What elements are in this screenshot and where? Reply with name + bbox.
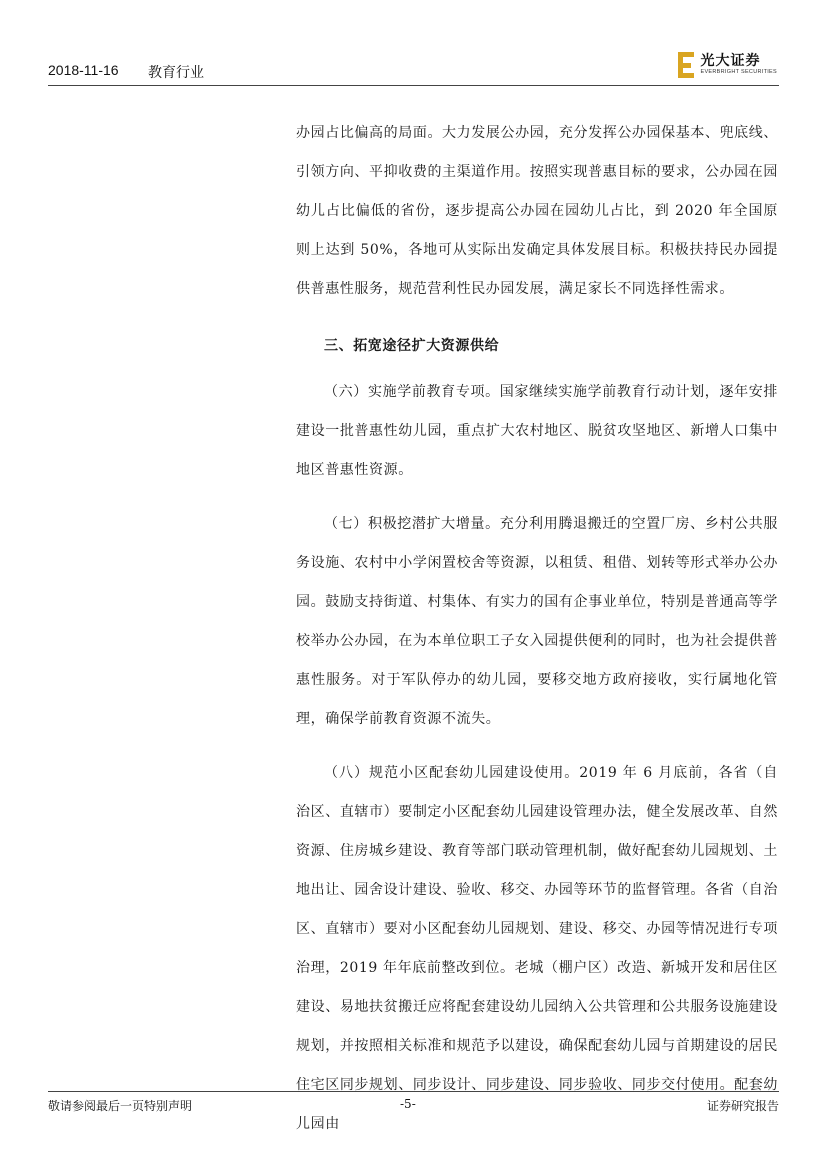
paragraph-item-7: （七）积极挖潜扩大增量。充分利用腾退搬迁的空置厂房、乡村公共服务设施、农村中小学闲置校舍等资源，以租赁、租借、划转等形式举办公办园。鼓励支持街道、村集体、有实力的国有企事业单位，特别是普通高等学校举办公办园，在为本单位职工子女入园提供便利的同时，也为社会提供普惠性服务。对于军队停办的幼儿园，要移交地方政府接收，实行属地化管理，确保学前教育资源不流失。 [296,516,778,727]
section-heading: 三、拓宽途径扩大资源供给 [324,338,500,354]
main-content [296,114,778,1144]
paragraph-item-8: （八）规范小区配套幼儿园建设使用。2019 年 6 月底前，各省（自治区、直辖市）要制定小区配套幼儿园建设管理办法，健全发展改革、自然资源、住房城乡建设、教育等部门联动管理机制，做好配套幼儿园规划、土地出让、园舍设计建设、验收、移交、办园等环节的监督管理。各省（自治区、直辖市）要对小区配套幼儿园规划、建设、移交、办园等情况进行专项治理，2019 年年底前整改到位。老城（棚户区）改造、新城开发和居住区建设、易地扶贫搬迁应将配套建设幼儿园纳入公共管理和公共服务设施建设规划，并按照相关标准和规范予以建设，确保配套幼儿园与首期建设的居民住宅区同步规划、同步设计、同步建设、同步验收、同步交付使用。配套幼儿园由 [296,765,778,1132]
report-type: 证券研究报告 [706,1099,779,1113]
disclaimer-note: 敬请参阅最后一页特别声明 [48,1099,193,1113]
logo-name-en: EVERBRIGHT SECURITIES [700,69,777,76]
footer-divider [48,1091,779,1092]
page-number: -5- [400,1097,416,1111]
logo-name-cn: 光大证券 [700,53,761,70]
logo-mark-icon [678,52,696,78]
report-date: 2018-11-16 [48,62,119,78]
industry-label: 教育行业 [148,65,204,81]
header-divider [48,85,779,86]
page-header [48,48,779,86]
company-logo [678,50,778,80]
paragraph-public-kindergartens: 办园占比偏高的局面。大力发展公办园，充分发挥公办园保基本、兜底线、引领方向、平抑收费的主渠道作用。按照实现普惠目标的要求，公办园在园幼儿占比偏低的省份，逐步提高公办园在园幼儿占比，到 2020 年全国原则上达到 50%，各地可从实际出发确定具体发展目标。积极扶持民办园提供普惠性服务，规范营利性民办园发展，满足家长不同选择性需求。 [296,125,778,297]
paragraph-item-6: （六）实施学前教育专项。国家继续实施学前教育行动计划，逐年安排建设一批普惠性幼儿园，重点扩大农村地区、脱贫攻坚地区、新增人口集中地区普惠性资源。 [296,384,778,478]
